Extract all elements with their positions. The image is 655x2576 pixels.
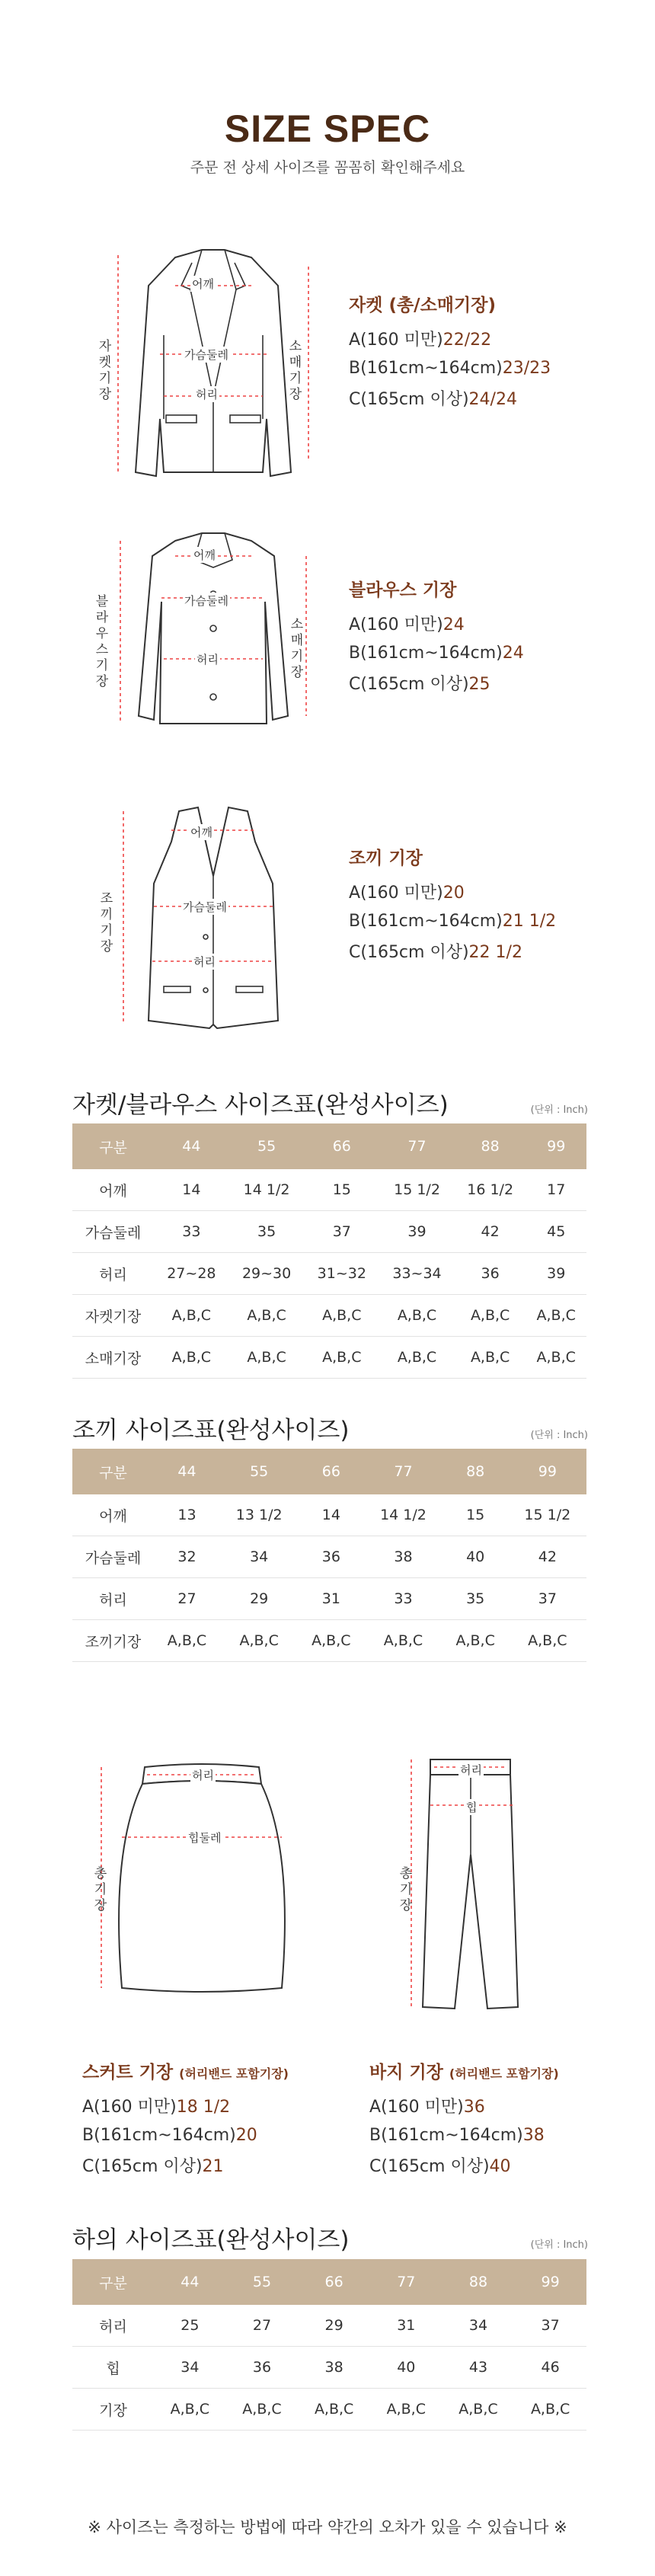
vest-spec xyxy=(349,844,556,971)
pants-spec-a: A(160 미만)36 xyxy=(369,2098,485,2117)
skirt-spec-heading: 스커트 기장 (허리밴드 포함기장) xyxy=(82,2063,289,2082)
pants-length-label: 총기장 xyxy=(399,1866,413,1913)
pants-spec-b: B(161cm~164cm)38 xyxy=(369,2126,545,2145)
vest-spec-a: A(160 미만)20 xyxy=(349,884,465,903)
skirt-spec-a: A(160 미만)18 1/2 xyxy=(82,2098,231,2117)
pants-illustration xyxy=(400,1748,552,2022)
table-header-row: 구분 44 55 66 77 88 99 xyxy=(72,1123,586,1169)
blouse-spec xyxy=(349,576,524,703)
table-row: 기장 A,B,C A,B,C A,B,C A,B,C A,B,C A,B,C xyxy=(72,2389,586,2431)
table-row: 어깨 13 13 1/2 14 14 1/2 15 15 1/2 xyxy=(72,1494,586,1536)
jacket-sleeve-label: 소매기장 xyxy=(289,339,302,402)
blouse-spec-a: A(160 미만)24 xyxy=(349,615,465,634)
bottom-table-title: 하의 사이즈표(완성사이즈) xyxy=(72,2226,350,2254)
table-row: 자켓기장 A,B,C A,B,C A,B,C A,B,C A,B,C A,B,C xyxy=(72,1295,586,1337)
bottom-table-unit: (단위 : Inch) xyxy=(530,2239,588,2251)
vest-spec-heading: 조끼 기장 xyxy=(349,849,423,868)
table-row: 가슴둘레 33 35 37 39 42 45 xyxy=(72,1211,586,1253)
skirt-spec-c: C(165cm 이상)21 xyxy=(82,2157,224,2176)
blouse-spec-c: C(165cm 이상)25 xyxy=(349,675,490,694)
table-header-row: 구분 44 55 66 77 88 99 xyxy=(72,1449,586,1494)
pants-hip-label: 힙 xyxy=(466,1801,478,1814)
vest-spec-c: C(165cm 이상)22 1/2 xyxy=(349,943,522,962)
table-row: 힙 34 36 38 40 43 46 xyxy=(72,2347,586,2389)
skirt-waist-label: 허리 xyxy=(192,1769,214,1782)
pants-spec xyxy=(369,2058,559,2185)
jacket-chest-label: 가슴둘레 xyxy=(184,348,228,362)
bottom-size-table xyxy=(72,2259,586,2431)
top-size-table xyxy=(72,1123,586,1379)
blouse-waist-label: 허리 xyxy=(196,653,219,666)
top-table-unit: (단위 : Inch) xyxy=(530,1104,588,1116)
skirt-hip-label: 힙둘레 xyxy=(188,1831,222,1845)
jacket-spec-b: B(161cm~164cm)23/23 xyxy=(349,359,551,378)
table-header-row: 구분 44 55 66 77 88 99 xyxy=(72,2259,586,2305)
skirt-spec-b: B(161cm~164cm)20 xyxy=(82,2126,257,2145)
top-table-title: 자켓/블라우스 사이즈표(완성사이즈) xyxy=(72,1091,449,1119)
table-row: 허리 27 29 31 33 35 37 xyxy=(72,1578,586,1620)
vest-table-title: 조끼 사이즈표(완성사이즈) xyxy=(72,1417,350,1444)
vest-spec-b: B(161cm~164cm)21 1/2 xyxy=(349,912,557,931)
skirt-length-label: 총기장 xyxy=(94,1866,107,1913)
table-row: 어깨 14 14 1/2 15 15 1/2 16 1/2 17 xyxy=(72,1169,586,1211)
vest-length-label: 조끼 기장 xyxy=(100,891,113,954)
vest-shoulder-label: 어깨 xyxy=(190,826,212,839)
page-title: SIZE SPEC xyxy=(224,107,431,150)
skirt-spec xyxy=(82,2058,289,2185)
table-row: 소매기장 A,B,C A,B,C A,B,C A,B,C A,B,C A,B,C xyxy=(72,1337,586,1379)
jacket-spec xyxy=(349,291,551,418)
blouse-sleeve-label: 소매기장 xyxy=(290,617,304,680)
page-subtitle: 주문 전 상세 사이즈를 꼼꼼히 확인해주세요 xyxy=(190,159,465,176)
jacket-spec-c: C(165cm 이상)24/24 xyxy=(349,390,517,409)
vest-size-table xyxy=(72,1449,586,1662)
table-row: 가슴둘레 32 34 36 38 40 42 xyxy=(72,1536,586,1578)
vest-chest-label: 가슴둘레 xyxy=(183,900,227,914)
vest-waist-label: 허리 xyxy=(193,955,216,969)
size-disclaimer: ※ 사이즈는 측정하는 방법에 따라 약간의 오차가 있을 수 있습니다 ※ xyxy=(88,2518,567,2536)
blouse-chest-label: 가슴둘레 xyxy=(184,594,228,608)
jacket-shoulder-label: 어깨 xyxy=(192,277,214,291)
jacket-waist-label: 허리 xyxy=(196,388,218,401)
pants-waist-label: 허리 xyxy=(460,1763,482,1777)
blouse-spec-b: B(161cm~164cm)24 xyxy=(349,644,524,663)
vest-table-unit: (단위 : Inch) xyxy=(530,1430,588,1441)
skirt-illustration xyxy=(88,1752,316,2011)
table-row: 허리 25 27 29 31 34 37 xyxy=(72,2305,586,2347)
pants-spec-c: C(165cm 이상)40 xyxy=(369,2157,511,2176)
jacket-length-label: 자켓 기장 xyxy=(98,339,112,402)
jacket-spec-heading: 자켓 (총/소매기장) xyxy=(349,296,496,315)
blouse-shoulder-label: 어깨 xyxy=(193,548,216,562)
table-row: 허리 27~28 29~30 31~32 33~34 36 39 xyxy=(72,1253,586,1295)
pants-spec-heading: 바지 기장 (허리밴드 포함기장) xyxy=(369,2063,559,2082)
blouse-spec-heading: 블라우스 기장 xyxy=(349,580,457,600)
jacket-spec-a: A(160 미만)22/22 xyxy=(349,331,492,350)
table-row: 조끼기장 A,B,C A,B,C A,B,C A,B,C A,B,C A,B,C xyxy=(72,1620,586,1662)
blouse-length-label: 블라우스 기장 xyxy=(95,594,109,689)
